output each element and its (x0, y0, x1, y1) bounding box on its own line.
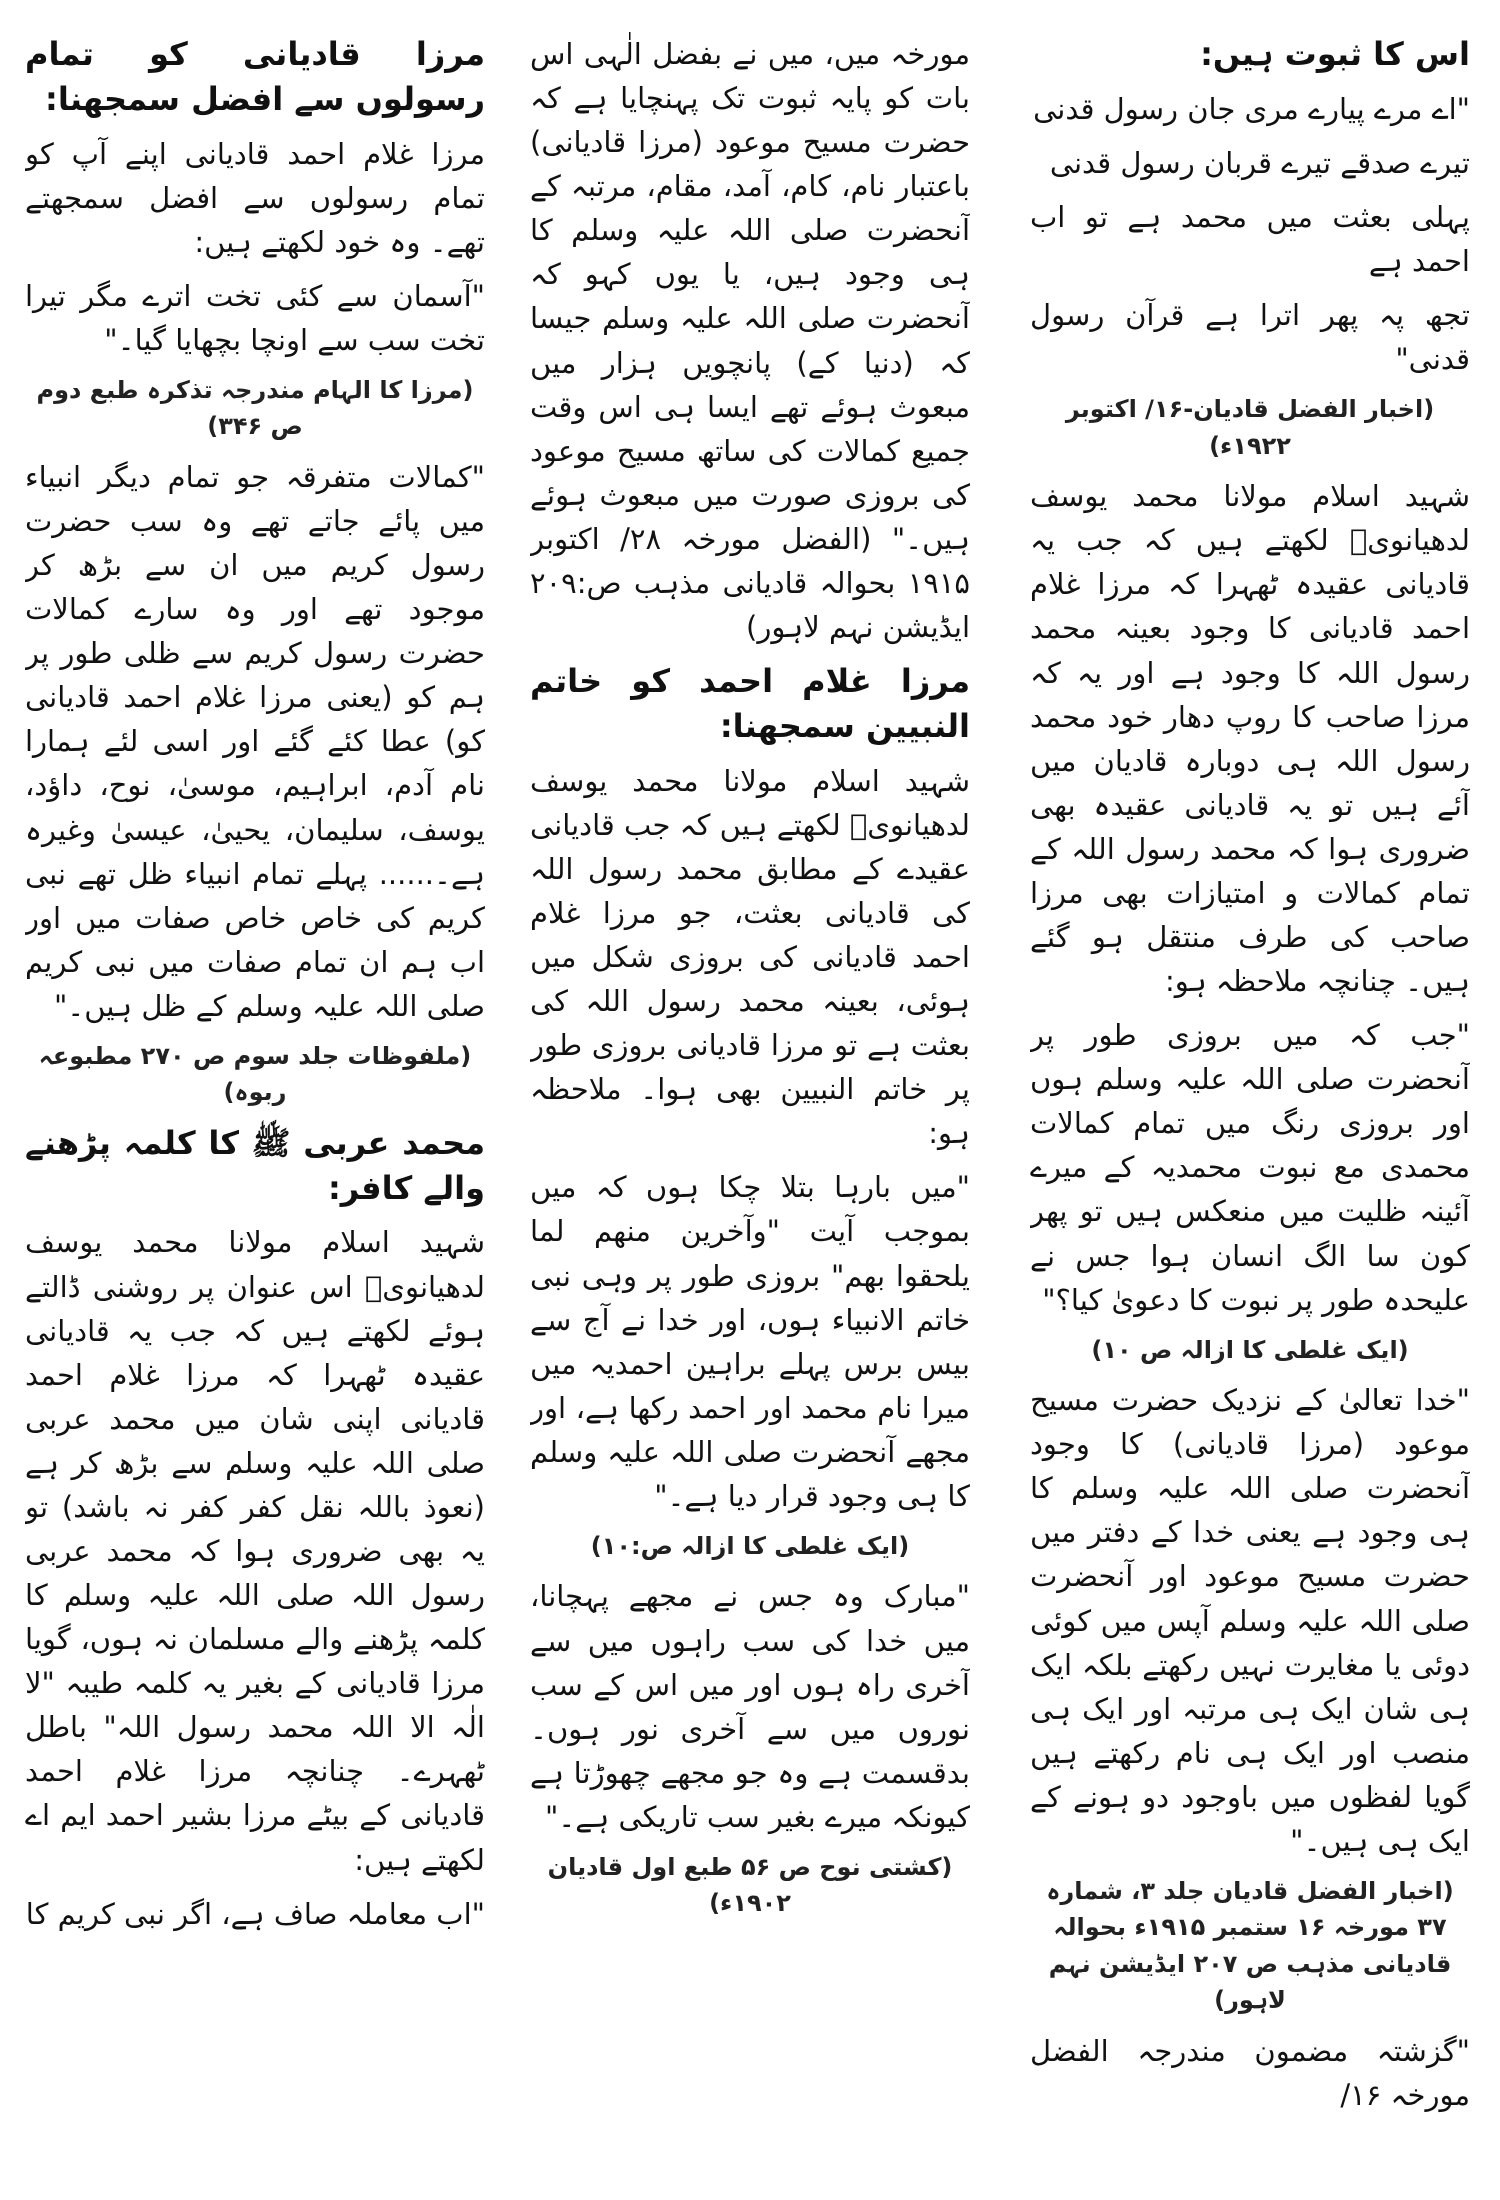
citation: (ملفوظات جلد سوم ص ۲۷۰ مطبوعہ ربوہ) (38, 1041, 472, 1107)
section-heading: اس کا ثبوت ہیں: (1200, 35, 1470, 73)
paragraph: تیرے صدقے تیرے قربان رسول قدنی (1049, 145, 1470, 180)
paragraph: "اب معاملہ صاف ہے، اگر نبی کریم کا (25, 1896, 485, 1931)
paragraph: "کمالات متفرقہ جو تمام دیگر انبیاء میں پائے جاتے تھے وہ سب حضرت رسول کریم میں ان سے بڑھ کر موجود تھے اور وہ سارے کمالات حضرت رسول کریم سے ظلی طور پر ہم کو (یعنی مرزا غلام احمد قادیانی کو) عطا کئے گئے اور اسی لئے ہمارا نام آدم، ابراہیم، موسیٰ، نوح، داؤد، یوسف، سلیمان، یحییٰ، عیسیٰ وغیرہ ہے۔...... پہلے تمام انبیاء ظل تھے نبی کریم کی خاص خاص صفات میں اور اب ہم ان تمام صفات میں نبی کریم صلی اللہ علیہ وسلم کے ظل ہیں۔" (25, 459, 485, 1023)
citation: (کشتی نوح ص ۵۶ طبع اول قادیان ۱۹۰۲ء) (547, 1852, 953, 1918)
citation: (مرزا کا الہام مندرجہ تذکرہ طبع دوم ص ۳۴۶) (36, 375, 474, 441)
section-heading: مرزا غلام احمد کو خاتم النبیین سمجھنا: (530, 662, 970, 745)
paragraph: "آسمان سے کئی تخت اترے مگر تیرا تخت سب سے اونچا بچھایا گیا۔" (25, 278, 485, 357)
paragraph: "جب کہ میں بروزی طور پر آنحضرت صلی اللہ علیہ وسلم ہوں اور بروزی رنگ میں تمام کمالات محمدی مع نبوت محمدیہ کے میرے آئینہ ظلیت میں منعکس ہیں تو پھر کون سا الگ انسان ہوا جس نے علیحدہ طور پر نبوت کا دعویٰ کیا؟" (1030, 1018, 1470, 1317)
column-left (25, 32, 485, 2182)
paragraph: تجھ پہ پھر اترا ہے قرآن رسول قدنی" (1030, 298, 1470, 377)
column-middle (530, 32, 970, 2182)
section-heading: محمد عربی ﷺ کا کلمہ پڑھنے والے کافر: (25, 1123, 485, 1207)
paragraph: مرزا غلام احمد قادیانی اپنے آپ کو تمام رسولوں سے افضل سمجھتے تھے۔ وہ خود لکھتے ہیں: (25, 136, 485, 259)
paragraph: "میں بارہا بتلا چکا ہوں کہ میں بموجب آیت "وآخرین منهم لما یلحقوا بهم" بروزی طور پر وہی نبی خاتم الانبیاء ہوں، اور خدا نے آج سے بیس برس پہلے براہین احمدیہ میں میرا نام محمد اور احمد رکھا ہے، اور مجھے آنحضرت صلی اللہ علیہ وسلم کا ہی وجود قرار دیا ہے۔" (530, 1170, 970, 1513)
citation: (ایک غلطی کا ازالہ ص:۱۰) (590, 1532, 910, 1561)
paragraph: "خدا تعالیٰ کے نزدیک حضرت مسیح موعود (مرزا قادیانی) کا وجود آنحضرت صلی اللہ علیہ وسلم کا ہی وجود ہے یعنی خدا کے دفتر میں حضرت مسیح موعود اور آنحضرت صلی اللہ علیہ وسلم آپس میں کوئی دوئی یا مغایرت نہیں رکھتے بلکہ ایک ہی شان ایک ہی مرتبہ اور ایک ہی منصب اور ایک ہی نام رکھتے ہیں گویا لفظوں میں باوجود دو ہونے کے ایک ہی ہیں۔" (1030, 1383, 1470, 1858)
paragraph: شہید اسلام مولانا محمد یوسف لدھیانویؒ اس عنوان پر روشنی ڈالتے ہوئے لکھتے ہیں کہ جب یہ قادیانی عقیدہ ٹھہرا کہ مرزا غلام احمد قادیانی اپنی شان میں محمد عربی صلی اللہ علیہ وسلم سے بڑھ کر ہے (نعوذ باللہ نقل کفر کفر نہ باشد) تو یہ بھی ضروری ہوا کہ محمد عربی رسول اللہ صلی اللہ علیہ وسلم کا کلمہ پڑھنے والے مسلمان نہ ہوں، گویا مرزا قادیانی کے بغیر یہ کلمہ طیبہ "لا الٰہ الا اللہ محمد رسول اللہ" باطل ٹھہرے۔ چنانچہ مرزا غلام احمد قادیانی کے بیٹے مرزا بشیر احمد ایم اے لکھتے ہیں: (25, 1225, 485, 1877)
paragraph: "مبارک وہ جس نے مجھے پہچانا، میں خدا کی سب راہوں میں سے آخری راہ ہوں اور میں اس کے سب نوروں میں سے آخری نور ہوں۔ بدقسمت ہے وہ جو مجھے چھوڑتا ہے کیونکہ میرے بغیر سب تاریکی ہے۔" (530, 1579, 970, 1834)
citation: (اخبار الفضل قادیان-۱۶/ اکتوبر ۱۹۲۲ء) (1065, 395, 1435, 460)
paragraph: پہلی بعثت میں محمد ہے تو اب احمد ہے (1030, 199, 1470, 279)
citation: (اخبار الفضل قادیان جلد ۳، شمارہ ۳۷ مورخہ ۱۶ ستمبر ۱۹۱۵ء بحوالہ قادیانی مذہب ص ۲۰۷ ایڈیشن نہم لاہور) (1046, 1877, 1454, 2015)
paragraph: شہید اسلام مولانا محمد یوسف لدھیانویؒ لکھتے ہیں کہ جب قادیانی عقیدے کے مطابق محمد رسول اللہ کی قادیانی بعثت، جو مرزا غلام احمد قادیانی کی بروزی شکل میں ہوئی، بعینہ محمد رسول اللہ کی بعثت ہے تو مرزا قادیانی بروزی طور پر خاتم النبیین بھی ہوا۔ ملاحظہ ہو: (530, 763, 970, 1151)
paragraph: "گزشتہ مضمون مندرجہ الفضل مورخہ ۱۶/ (1030, 2033, 1470, 2112)
column-right (1030, 32, 1470, 2182)
paragraph: "اے مرے پیارے مری جان رسول قدنی (1033, 91, 1470, 126)
section-heading: مرزا قادیانی کو تمام رسولوں سے افضل سمجھنا: (25, 35, 485, 118)
paragraph: مورخہ میں، میں نے بفضل الٰہی اس بات کو پایہ ثبوت تک پہنچایا ہے کہ حضرت مسیح موعود (مرزا قادیانی) باعتبار نام، کام، آمد، مقام، مرتبہ کے آنحضرت صلی اللہ علیہ وسلم کا ہی وجود ہیں، یا یوں کہو کہ آنحضرت صلی اللہ علیہ وسلم جیسا کہ (دنیا کے) پانچویں ہزار میں مبعوث ہوئے تھے ایسا ہی اس وقت جمیع کمالات کی ساتھ مسیح موعود کی بروزی صورت میں مبعوث ہوئے ہیں۔" (الفضل مورخہ ۲۸/ اکتوبر ۱۹۱۵ بحوالہ قادیانی مذہب ص:۲۰۹ ایڈیشن نہم لاہور) (530, 37, 970, 645)
paragraph: شہید اسلام مولانا محمد یوسف لدھیانویؒ لکھتے ہیں کہ جب یہ قادیانی عقیدہ ٹھہرا کہ مرزا غلام احمد قادیانی کا وجود بعینہ محمد رسول اللہ کا وجود ہے اور یہ کہ مرزا صاحب کا روپ دھار خود محمد رسول اللہ ہی دوبارہ قادیان میں آئے ہیں تو یہ قادیانی عقیدہ بھی ضروری ہوا کہ محمد رسول اللہ کے تمام کمالات و امتیازات بھی مرزا صاحب کی طرف منتقل ہو گئے ہیں۔ چنانچہ ملاحظہ ہو: (1030, 479, 1470, 999)
citation: (ایک غلطی کا ازالہ ص ۱۰) (1091, 1335, 1409, 1364)
